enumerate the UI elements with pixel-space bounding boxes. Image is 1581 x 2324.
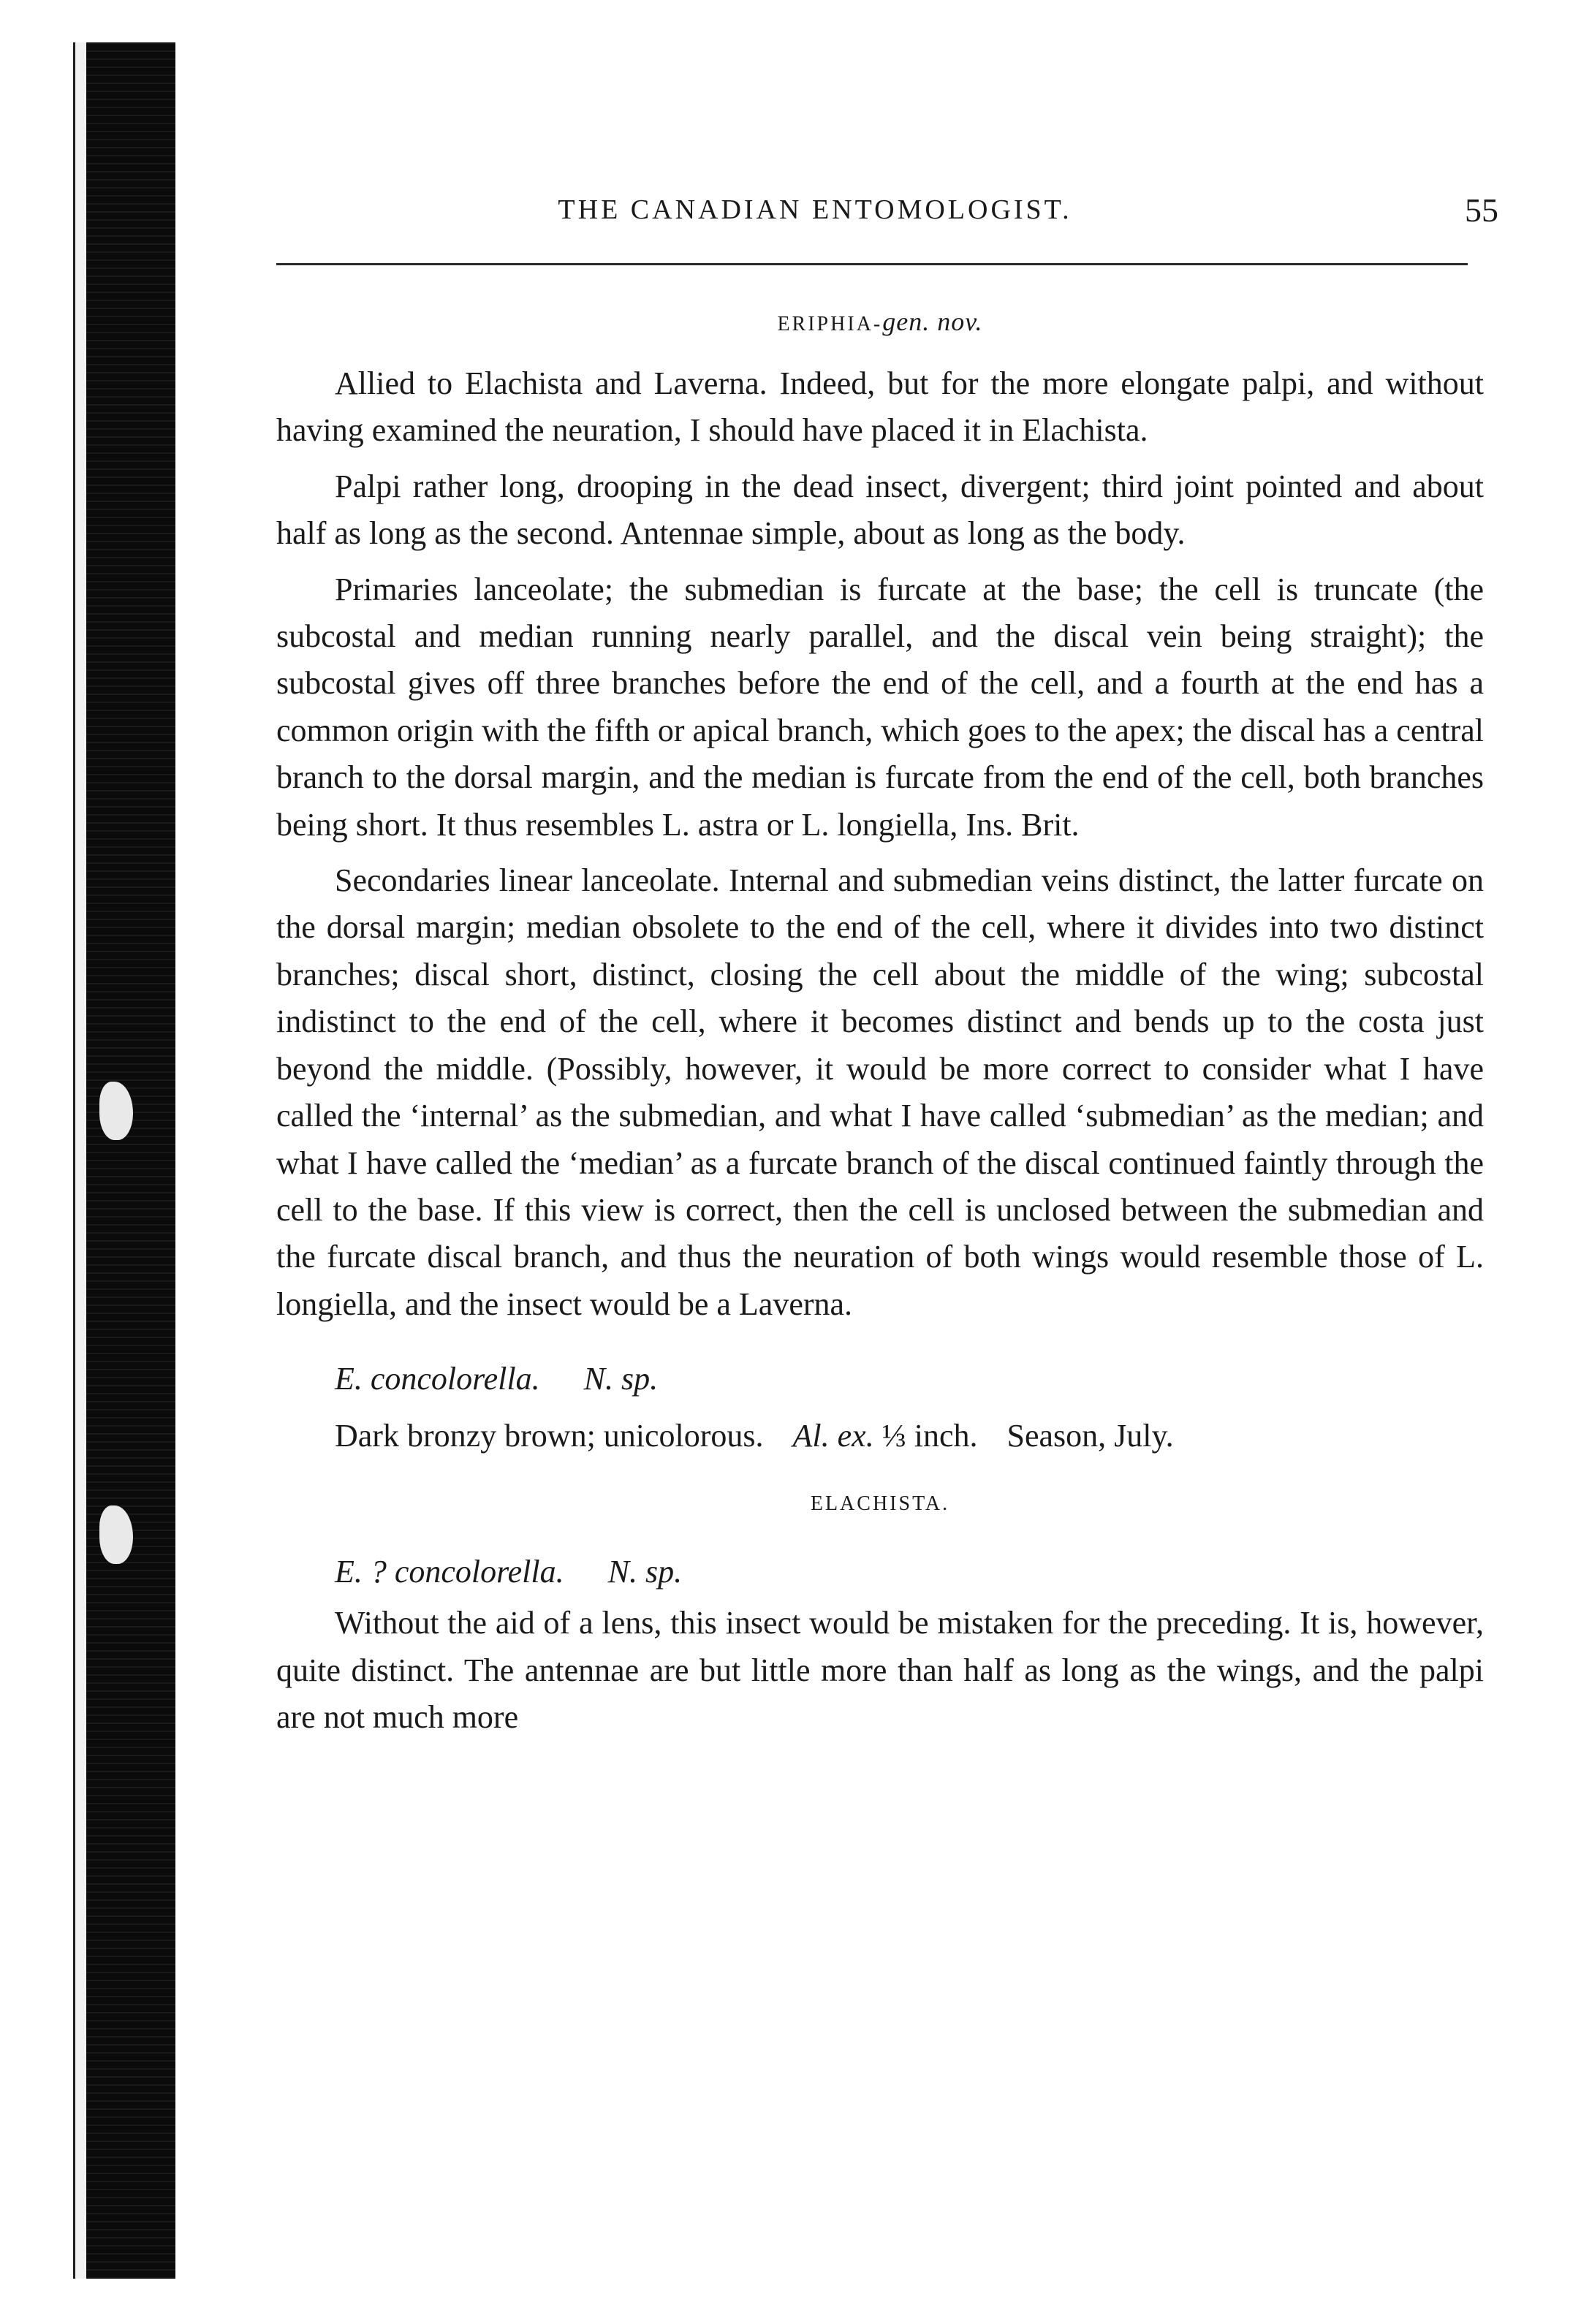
genus-name: ERIPHIA <box>777 313 873 335</box>
season: Season, July. <box>1006 1418 1174 1454</box>
heading-dash: - <box>873 313 883 335</box>
species-color: Dark bronzy brown; unicolorous. <box>335 1418 764 1454</box>
running-head <box>285 191 1498 238</box>
journal-title: THE CANADIAN ENTOMOLOGIST. <box>558 194 1072 225</box>
genus-name: ELACHISTA. <box>810 1492 950 1516</box>
species-name: E. concolorella. <box>335 1361 540 1397</box>
paragraph-secondaries: Secondaries linear lanceolate. Internal and submedian veins distinct, the latter furcate on the dorsal margin; median obsolete to the end of the cell, where it divides into two distinct branches; discal short, distinct, closing the cell about the middle of the wing; subcostal indistinct to the end of the cell, where it becomes distinct and bends up to the costa just beyond the middle. (Possibly, however, it would be more correct to consider what I have called the ‘internal’ as the submedian, and what I have called ‘submedian’ as the median; and what I have called the ‘median’ as a furcate branch of the discal continued faintly through the cell to the base. If this view is correct, then the cell is unclosed between the submedian and the furcate discal branch, and thus the neuration of both wings would resemble those of L. longiella, and the insect would be a Laverna. <box>276 862 1484 1322</box>
paragraph-palpi: Palpi rather long, drooping in the dead insect, divergent; third joint pointed and about half as long as the second. Antennae simple, about as long as the body. <box>276 468 1484 552</box>
body-text <box>276 296 1484 1741</box>
paragraph-allied: Allied to Elachista and Laverna. Indeed, but for the more elongate palpi, and without having examined the neuration, I should have placed it in Elachista. <box>276 365 1484 449</box>
binding-texture <box>86 42 175 2279</box>
species-name: E. ? concolorella. <box>335 1554 564 1590</box>
paragraph-primaries: Primaries lanceolate; the submedian is furcate at the base; the cell is truncate (the subcostal and median running nearly parallel, and the discal vein being straight); the subcostal gives off three branches before the end of the cell, and a fourth at the end has a common origin with the fifth or apical branch, which goes to the apex; the discal has a central branch to the dorsal margin, and the median is furcate from the end of the cell, both branches being short. It thus resembles L. astra or L. longiella, Ins. Brit. <box>276 571 1484 843</box>
section-heading-eriphia <box>276 296 1484 347</box>
species-description <box>276 1413 1484 1459</box>
genus-note: gen. nov. <box>882 307 983 336</box>
page-number: 55 <box>1465 191 1498 229</box>
binding-strip <box>86 42 175 2279</box>
section-heading-elachista <box>276 1478 1484 1530</box>
paragraph-without-lens: Without the aid of a lens, this insect would be mistaken for the preceding. It is, however, quite distinct. The antennae are but little more than half as long as the wings, and the palpi are not much more <box>276 1605 1484 1735</box>
wing-expanse-value: ⅓ inch. <box>882 1418 978 1454</box>
species-heading-concolorella <box>276 1356 1484 1402</box>
species-tag: N. sp. <box>607 1554 683 1590</box>
species-heading-elachista-concolorella <box>276 1549 1484 1595</box>
header-rule <box>276 263 1468 265</box>
species-tag: N. sp. <box>583 1361 659 1397</box>
wing-expanse-label: Al. ex. <box>792 1418 874 1454</box>
